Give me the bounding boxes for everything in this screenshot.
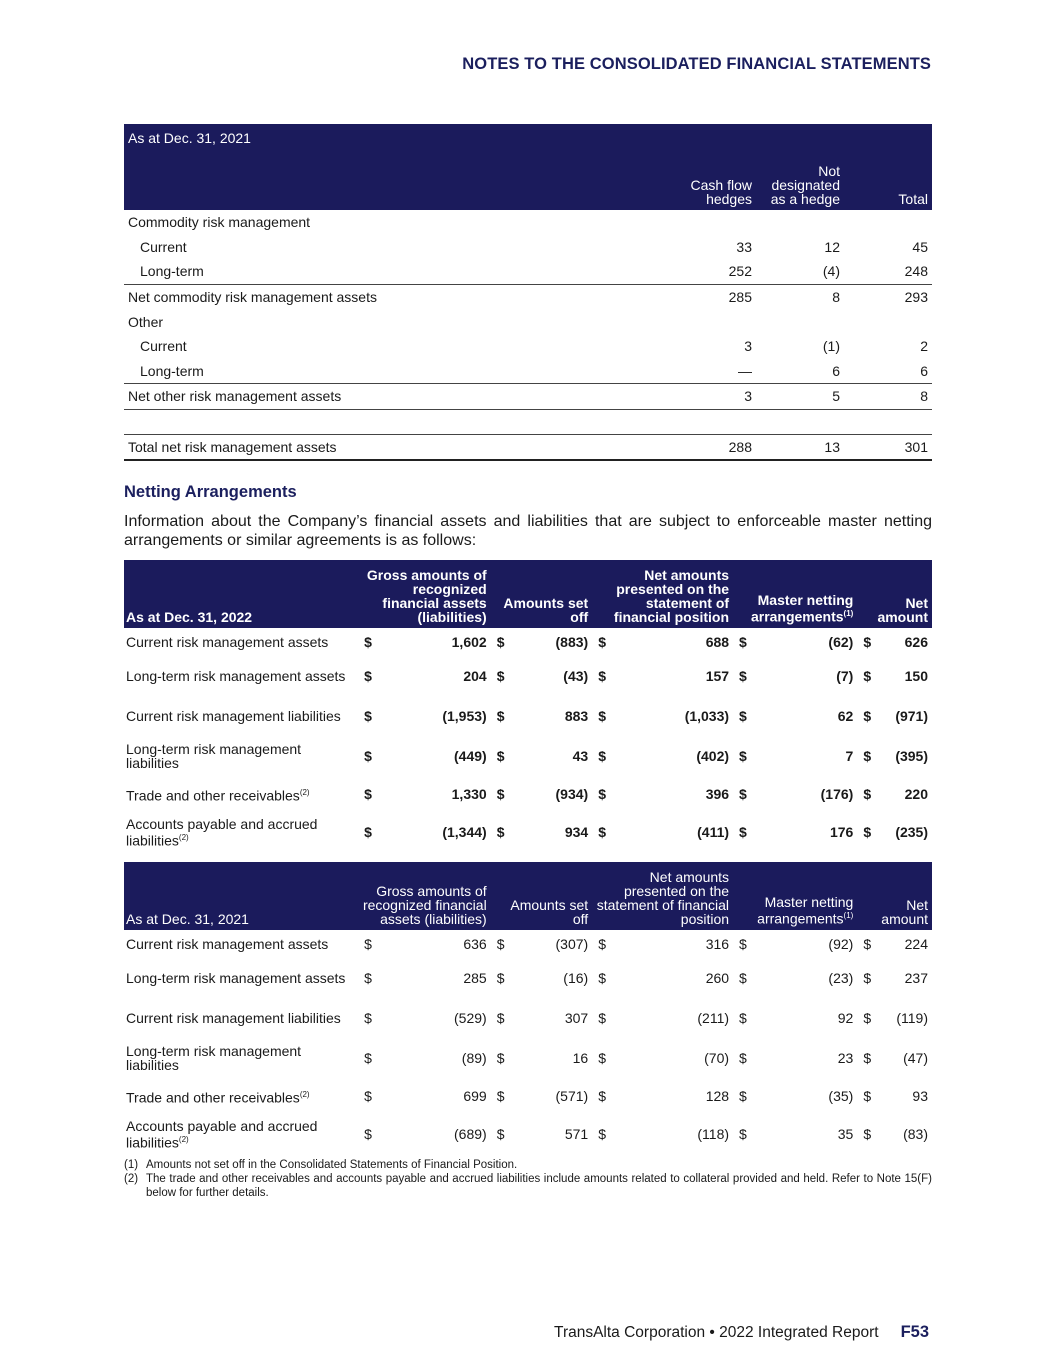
table-row — [124, 656, 932, 696]
cell: (1) — [822, 338, 840, 355]
table-row — [124, 628, 932, 656]
cell: 16 — [572, 1050, 589, 1066]
column-header: Cash flow hedges — [690, 177, 752, 207]
cell: 3 — [744, 338, 752, 355]
currency-symbol: $ — [598, 1010, 606, 1026]
cell: (529) — [454, 1010, 487, 1026]
cell: (35) — [828, 1088, 854, 1104]
cell: 7 — [845, 748, 854, 764]
row-label: Current — [140, 338, 187, 355]
cell: — — [738, 362, 752, 379]
cell: (7) — [836, 668, 854, 684]
cell: (689) — [454, 1126, 487, 1142]
currency-symbol: $ — [364, 1050, 372, 1066]
cell: (307) — [555, 936, 589, 952]
netting-table-2021 — [124, 862, 932, 1154]
footnote: (2) The trade and other receivables and accounts payable and accrued liabilities include amounts related to collateral provided and held. Refer to Note 15(F) below for further details. — [124, 1173, 932, 1199]
cell: (16) — [563, 970, 589, 986]
table-row — [124, 284, 932, 309]
table-row — [124, 235, 932, 260]
cell: (92) — [828, 936, 854, 952]
cell: 688 — [705, 634, 730, 650]
row-label: Long-term — [140, 263, 204, 280]
currency-symbol: $ — [598, 936, 606, 952]
cell: 934 — [564, 824, 589, 840]
cell: 396 — [705, 786, 730, 802]
column-header: Gross amounts of recognized financial assets (liabilities) — [362, 883, 487, 927]
table-title: As at Dec. 31, 2022 — [126, 609, 253, 625]
currency-symbol: $ — [739, 708, 747, 724]
cell: (83) — [903, 1126, 928, 1142]
currency-symbol: $ — [496, 748, 505, 764]
table-row — [124, 309, 932, 334]
currency-symbol: $ — [364, 970, 372, 986]
page-footer — [554, 1323, 929, 1342]
cell: 23 — [837, 1050, 854, 1066]
page-number: F53 — [900, 1323, 929, 1341]
currency-symbol: $ — [598, 748, 606, 764]
column-header: Net amounts presented on the statement of financial position — [596, 869, 730, 927]
table-row — [124, 998, 932, 1038]
currency-symbol: $ — [863, 1010, 872, 1026]
table-row — [124, 696, 932, 736]
cell: 626 — [904, 634, 928, 650]
currency-symbol: $ — [863, 1126, 872, 1142]
cell: 3 — [684, 384, 756, 410]
cell: 2 — [920, 338, 928, 355]
cell: 293 — [844, 284, 932, 309]
column-header: Master netting arrangements$^{(1)}$ — [750, 592, 854, 625]
table-row — [124, 434, 932, 460]
table-title: As at Dec. 31, 2021 — [128, 130, 251, 146]
cell: 301 — [844, 434, 932, 460]
column-header: Amounts set off — [510, 897, 589, 927]
footer-text: TransAlta Corporation • 2022 Integrated Report — [554, 1324, 879, 1341]
row-label: Accounts payable and accrued liabilities$^{(2)}$ — [126, 815, 318, 849]
row-label: Current risk management liabilities — [126, 1010, 341, 1026]
currency-symbol: $ — [598, 634, 606, 650]
cell: 883 — [564, 708, 589, 724]
cell: 35 — [837, 1126, 854, 1142]
cell: 571 — [564, 1126, 589, 1142]
currency-symbol: $ — [364, 824, 372, 840]
cell: (23) — [828, 970, 854, 986]
currency-symbol: $ — [863, 1088, 872, 1104]
row-label: Other — [128, 313, 164, 330]
row-label: Long-term risk management assets — [126, 970, 346, 986]
cell: 248 — [904, 263, 928, 280]
row-label: Long-term risk management assets — [126, 668, 346, 684]
table-row — [124, 259, 932, 284]
column-header: Gross amounts of recognized financial assets (liabilities) — [366, 567, 487, 625]
currency-symbol: $ — [863, 708, 872, 724]
row-label: Long-term — [140, 362, 204, 379]
spacer-row — [124, 409, 932, 434]
cell: 260 — [705, 970, 730, 986]
currency-symbol: $ — [496, 786, 505, 802]
table-row — [124, 359, 932, 384]
cell: 237 — [904, 970, 928, 986]
cell: 6 — [920, 362, 928, 379]
table-row — [124, 1114, 932, 1154]
currency-symbol: $ — [364, 748, 372, 764]
currency-symbol: $ — [863, 634, 872, 650]
cell: 43 — [572, 748, 589, 764]
currency-symbol: $ — [863, 786, 872, 802]
column-header: Total — [898, 191, 928, 207]
currency-symbol: $ — [364, 1126, 372, 1142]
currency-symbol: $ — [739, 748, 747, 764]
currency-symbol: $ — [364, 1088, 372, 1104]
table-row — [124, 1038, 932, 1078]
netting-table-2022 — [124, 560, 932, 852]
currency-symbol: $ — [739, 970, 747, 986]
table-row — [124, 930, 932, 958]
cell: 93 — [912, 1088, 928, 1104]
row-label: Net commodity risk management assets — [124, 284, 684, 309]
cell: 6 — [832, 362, 840, 379]
cell: 285 — [463, 970, 487, 986]
currency-symbol: $ — [364, 936, 372, 952]
table-row — [124, 334, 932, 359]
cell: 220 — [904, 786, 928, 802]
cell: (934) — [555, 786, 589, 802]
currency-symbol: $ — [739, 786, 747, 802]
currency-symbol: $ — [364, 708, 372, 724]
currency-symbol: $ — [739, 668, 747, 684]
currency-symbol: $ — [496, 708, 505, 724]
risk-management-table-2021 — [124, 124, 932, 461]
column-header: Amounts set off — [503, 595, 589, 625]
cell: 699 — [463, 1088, 487, 1104]
row-label: Current risk management liabilities — [126, 708, 341, 724]
cell: (449) — [454, 748, 487, 764]
cell: 316 — [705, 936, 730, 952]
cell: (43) — [563, 668, 589, 684]
row-label: Current risk management assets — [126, 936, 329, 952]
currency-symbol: $ — [496, 1010, 505, 1026]
cell: 1,602 — [451, 634, 487, 650]
row-label: Commodity risk management — [128, 214, 311, 231]
row-label: Current — [140, 238, 187, 255]
cell: 176 — [829, 824, 854, 840]
cell: (176) — [820, 786, 854, 802]
currency-symbol: $ — [598, 668, 606, 684]
cell: (571) — [555, 1088, 589, 1104]
cell: (4) — [822, 263, 840, 280]
table-title: As at Dec. 31, 2021 — [126, 911, 249, 927]
currency-symbol: $ — [863, 1050, 872, 1066]
table-row — [124, 736, 932, 776]
row-label: Accounts payable and accrued liabilities$^{(2)}$ — [126, 1117, 318, 1151]
column-header: Net amount — [877, 595, 928, 625]
cell: (402) — [696, 748, 730, 764]
currency-symbol: $ — [598, 1088, 606, 1104]
cell: (1,344) — [442, 824, 487, 840]
currency-symbol: $ — [496, 824, 505, 840]
cell: 12 — [824, 238, 840, 255]
table-row — [124, 958, 932, 998]
column-header: Net amount — [881, 897, 928, 927]
cell: (47) — [903, 1050, 928, 1066]
currency-symbol: $ — [598, 970, 606, 986]
currency-symbol: $ — [739, 1088, 747, 1104]
table-row — [124, 210, 932, 235]
cell: 33 — [736, 238, 752, 255]
currency-symbol: $ — [739, 634, 747, 650]
row-label: Total net risk management assets — [124, 434, 684, 460]
cell: (411) — [697, 824, 730, 840]
currency-symbol: $ — [739, 1010, 747, 1026]
row-label: Current risk management assets — [126, 634, 329, 650]
currency-symbol: $ — [496, 970, 505, 986]
cell: (62) — [828, 634, 854, 650]
cell: (235) — [895, 824, 928, 840]
cell: 13 — [756, 434, 844, 460]
footnotes — [124, 1158, 932, 1200]
cell: (89) — [461, 1050, 487, 1066]
cell: 8 — [844, 384, 932, 410]
currency-symbol: $ — [364, 1010, 372, 1026]
cell: 636 — [463, 936, 487, 952]
row-label: Trade and other receivables$^{(2)}$ — [126, 1089, 310, 1106]
currency-symbol: $ — [364, 786, 372, 802]
cell: 62 — [837, 708, 854, 724]
cell: 157 — [705, 668, 730, 684]
currency-symbol: $ — [496, 1088, 505, 1104]
row-label: Long-term risk management liabilities — [126, 741, 302, 771]
currency-symbol: $ — [496, 936, 505, 952]
cell: 224 — [904, 936, 928, 952]
currency-symbol: $ — [739, 936, 747, 952]
footnote: (1) Amounts not set off in the Consolidated Statements of Financial Position. — [124, 1159, 518, 1171]
currency-symbol: $ — [598, 1126, 606, 1142]
row-label: Long-term risk management liabilities — [126, 1043, 302, 1073]
cell: 204 — [463, 668, 487, 684]
currency-symbol: $ — [863, 748, 872, 764]
intro-paragraph: Information about the Company’s financial assets and liabilities that are subject to enforceable master netting arrangements or similar agreements is as follows: — [124, 513, 932, 549]
currency-symbol: $ — [496, 1050, 505, 1066]
cell: (1,953) — [442, 708, 487, 724]
cell: (119) — [896, 1010, 928, 1026]
currency-symbol: $ — [496, 634, 505, 650]
column-header: Not designated as a hedge — [770, 163, 840, 207]
table-row — [124, 384, 932, 410]
currency-symbol: $ — [598, 786, 606, 802]
table-row — [124, 1078, 932, 1114]
currency-symbol: $ — [496, 668, 505, 684]
currency-symbol: $ — [598, 824, 606, 840]
section-title: Netting Arrangements — [124, 483, 297, 501]
cell: 5 — [756, 384, 844, 410]
cell: (971) — [895, 708, 928, 724]
cell: 8 — [756, 284, 844, 309]
currency-symbol: $ — [863, 668, 872, 684]
cell: (211) — [697, 1010, 730, 1026]
currency-symbol: $ — [364, 668, 372, 684]
currency-symbol: $ — [863, 936, 872, 952]
column-header: Master netting arrangements$^{(1)}$ — [757, 894, 854, 927]
cell: (883) — [555, 634, 589, 650]
currency-symbol: $ — [364, 634, 372, 650]
currency-symbol: $ — [863, 824, 872, 840]
column-header: Net amounts presented on the statement of financial position — [613, 567, 730, 625]
cell: 285 — [684, 284, 756, 309]
currency-symbol: $ — [739, 1050, 747, 1066]
table-row — [124, 812, 932, 852]
cell: 150 — [904, 668, 928, 684]
cell: (1,033) — [684, 708, 730, 724]
cell: (118) — [697, 1126, 730, 1142]
currency-symbol: $ — [598, 1050, 606, 1066]
page-header: NOTES TO THE CONSOLIDATED FINANCIAL STATEMENTS — [462, 55, 931, 73]
currency-symbol: $ — [598, 708, 606, 724]
currency-symbol: $ — [496, 1126, 505, 1142]
cell: 288 — [684, 434, 756, 460]
currency-symbol: $ — [739, 1126, 747, 1142]
table-row — [124, 776, 932, 812]
cell: (70) — [704, 1050, 730, 1066]
cell: 307 — [564, 1010, 589, 1026]
cell: 92 — [837, 1010, 854, 1026]
currency-symbol: $ — [863, 970, 872, 986]
cell: 45 — [912, 238, 928, 255]
row-label: Trade and other receivables$^{(2)}$ — [126, 787, 310, 804]
cell: 128 — [705, 1088, 730, 1104]
cell: (395) — [895, 748, 928, 764]
row-label: Net other risk management assets — [124, 384, 684, 410]
cell: 1,330 — [451, 786, 487, 802]
currency-symbol: $ — [739, 824, 747, 840]
cell: 252 — [728, 263, 752, 280]
